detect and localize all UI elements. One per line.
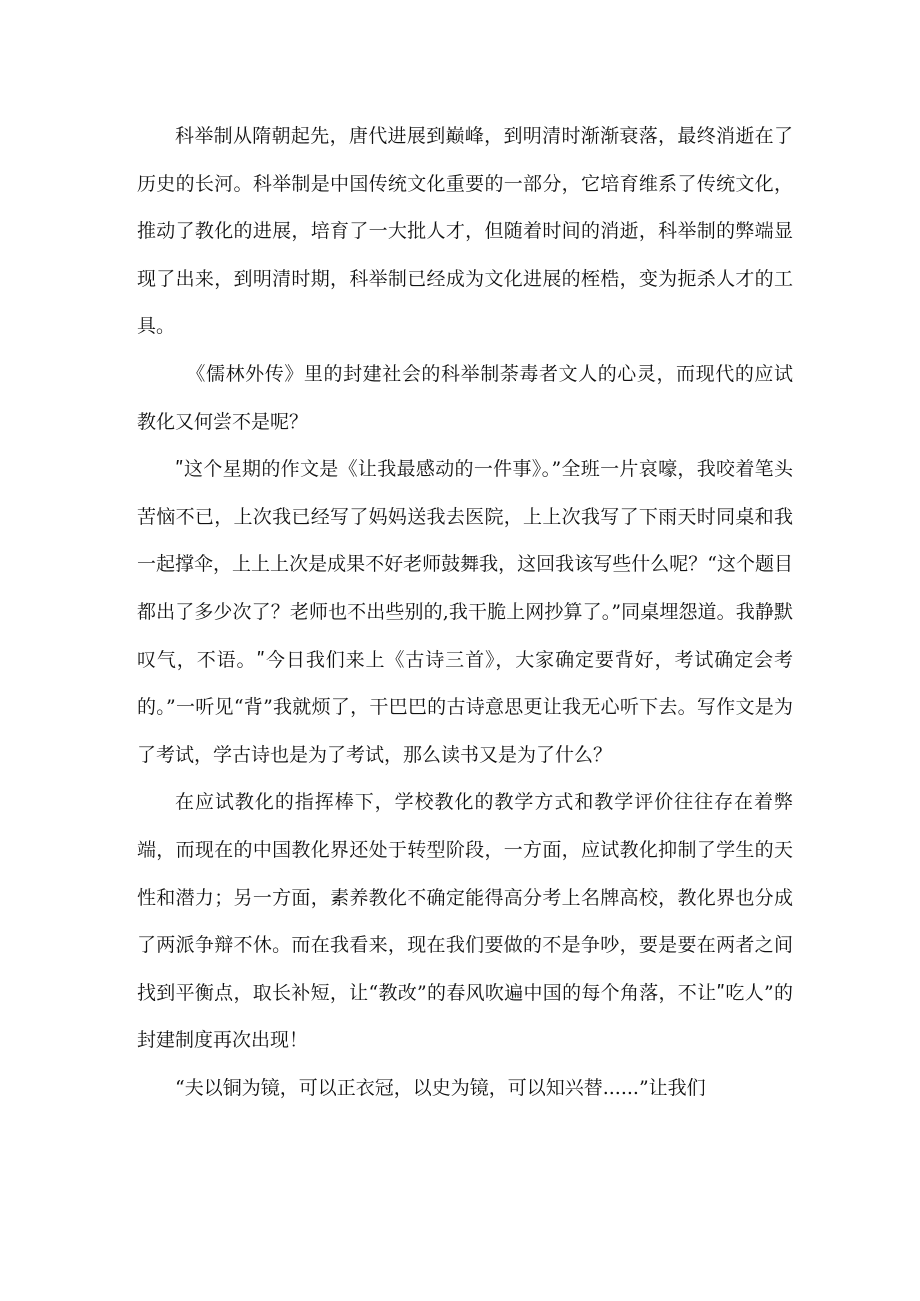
document-body	[137, 113, 793, 1112]
paragraph-mirror-quote: “夫以铜为镜，可以正衣冠，以史为镜，可以知兴替......”让我们	[175, 1076, 706, 1099]
paragraph-rulin-waishi: 《儒林外传》里的封建社会的科举制荼毒者文人的心灵，而现代的应试教化又何尝不是呢？	[137, 362, 793, 433]
paragraph-classroom-story: ʺ这个星期的作文是《让我最感动的一件事》。”全班一片哀嚎，我咬着笔头苦恼不已，上次我已经写了妈妈送我去医院，上上次我写了下雨天时同桌和我一起撑伞，上上上次是成果不好老师鼓舞我，这回我该写些什么呢？“这个题目都出了多少次了？老师也不出些别的,我干脆上网抄算了。”同桌埋怨道。我静默叹气，不语。ʺ今日我们来上《古诗三首》，大家确定要背好，考试确定会考的。”一听见“背”我就烦了，干巴巴的古诗意思更让我无心听下去。写作文是为了考试，学古诗也是为了考试，那么读书又是为了什么？	[137, 458, 793, 766]
paragraph-keju-history: 科举制从隋朝起先，唐代进展到巅峰，到明清时渐渐衰落，最终消逝在了历史的长河。科举制是中国传统文化重要的一部分，它培育维系了传统文化，推动了教化的进展，培育了一大批人才，但随着时间的消逝，科举制的弊端显现了出来，到明清时期，科举制已经成为文化进展的桎梏，变为扼杀人才的工具。	[137, 125, 793, 338]
paragraph-exam-education: 在应试教化的指挥棒下，学校教化的教学方式和教学评价往往存在着弊端，而现在的中国教化界还处于转型阶段，一方面，应试教化抑制了学生的天性和潜力；另一方面，素养教化不确定能得高分考上名牌高校，教化界也分成了两派争辩不休。而在我看来，现在我们要做的不是争吵，要是要在两者之间找到平衡点，取长补短，让“教改”的春风吹遍中国的每个角落，不让ʺ吃人”的封建制度再次出现！	[137, 791, 793, 1052]
